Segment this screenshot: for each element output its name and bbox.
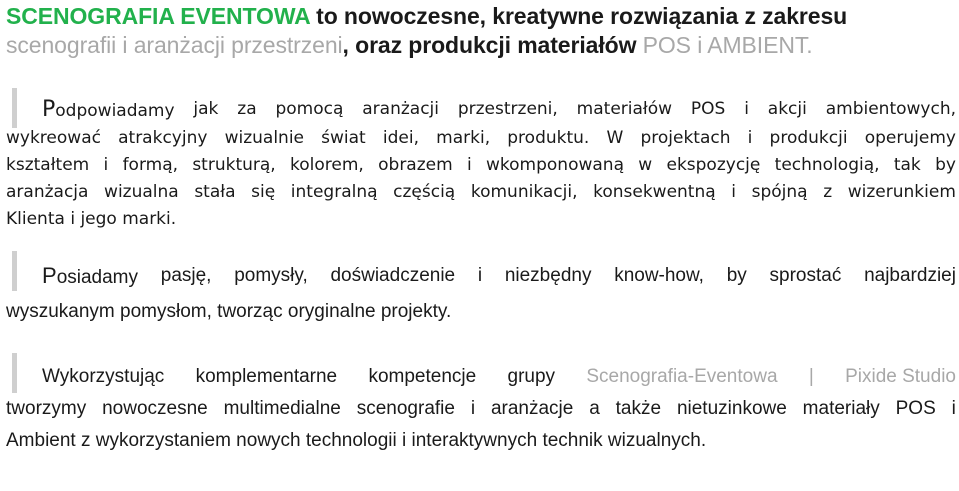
headline-line-1 xyxy=(6,2,956,31)
paragraph-3-line-2-word: i xyxy=(470,398,476,419)
paragraph-1-word: materiałów xyxy=(576,99,673,119)
paragraph-1-bar xyxy=(12,88,17,128)
headline-grey-2: POS i AMBIENT. xyxy=(642,32,813,58)
paragraph-1-word: i xyxy=(744,99,749,119)
paragraph-3-line-2-word: aranżacje xyxy=(490,398,574,419)
paragraph-3-word: Wykorzystując xyxy=(42,366,165,387)
paragraph-2-word: pasję, xyxy=(160,265,212,286)
paragraph-1-line-3-word: ekspozycję xyxy=(666,155,761,175)
paragraph-2-line-2: wyszukanym pomysłom, tworząc oryginalne projekty. xyxy=(6,301,452,322)
paragraph-1-word: odpowiadamy xyxy=(55,101,175,121)
paragraph-1-line-2-word: atrakcyjny xyxy=(118,128,208,148)
headline-brand: SCENOGRAFIA EVENTOWA xyxy=(6,3,310,29)
paragraph-3 xyxy=(6,361,956,457)
paragraph-2-word: i xyxy=(477,265,483,286)
paragraph-1-line-2-word: marki, xyxy=(436,128,491,148)
paragraph-1-line-3-word: technologią, xyxy=(774,155,880,175)
paragraph-1-word: aranżacji xyxy=(362,99,439,119)
paragraph-1-line-3-word: formą, xyxy=(122,155,179,175)
paragraph-1-line-5: Klienta i jego marki. xyxy=(6,209,177,229)
brand-scenografia-eventowa: Scenografia-Eventowa xyxy=(586,366,778,387)
paragraph-1 xyxy=(6,96,956,233)
paragraph-1-line-4 xyxy=(6,179,956,206)
headline-grey-1: scenografii i aranżacji przestrzeni xyxy=(6,32,343,58)
paragraph-1-line-4-word: i xyxy=(731,182,737,202)
paragraph-2-word: know-how, xyxy=(614,265,704,286)
paragraph-1-line-3-word: by xyxy=(935,155,956,175)
paragraph-1-initial: P xyxy=(42,97,56,122)
paragraph-3-line-2-word: POS xyxy=(895,398,936,419)
paragraph-1-line-2 xyxy=(6,125,956,152)
paragraph-2-word: by xyxy=(726,265,747,286)
paragraph-3-line-2-word: także xyxy=(615,398,662,419)
paragraph-2-word: niezbędny xyxy=(504,265,592,286)
paragraph-1-word: akcji xyxy=(767,99,807,119)
paragraph-1-word: pomocą xyxy=(275,99,344,119)
paragraph-2-first-word xyxy=(42,259,138,295)
paragraph-1-line-2-word: produkcji xyxy=(769,128,848,148)
paragraph-3-line-1 xyxy=(6,361,956,393)
paragraph-3-line-2-word: multimedialne xyxy=(223,398,341,419)
paragraph-1-line-3-word: strukturą, xyxy=(192,155,276,175)
paragraph-1-line-4-word: z xyxy=(823,182,833,202)
brand-pixide-studio: Pixide Studio xyxy=(845,366,956,387)
paragraph-1-line-3-word: kolorem, xyxy=(290,155,364,175)
paragraph-3-line-2-word: nowoczesne xyxy=(102,398,208,419)
headline-text-1: to nowoczesne, kreatywne rozwiązania z zakresu xyxy=(309,3,848,29)
paragraph-3-line-2 xyxy=(6,393,956,425)
paragraph-1-line-3-word: tak xyxy=(893,155,921,175)
paragraph-1-line-4-word: częścią xyxy=(393,182,456,202)
paragraph-1-word: przestrzeni, xyxy=(457,99,558,119)
paragraph-1-line-4-word: komunikacji, xyxy=(470,182,578,202)
paragraph-1-line-4-word: wizualna xyxy=(104,182,179,202)
paragraph-1-line-3-word: w xyxy=(638,155,653,175)
paragraph-1-line-2-word: idei, xyxy=(382,128,419,148)
paragraph-3-line-2-word: materiały xyxy=(802,398,880,419)
headline-line-2 xyxy=(6,31,956,60)
paragraph-1-line-1 xyxy=(6,96,956,125)
paragraph-3-bar xyxy=(12,353,17,393)
paragraph-2 xyxy=(6,259,956,329)
paragraph-2-initial: P xyxy=(42,263,57,288)
paragraph-2-line-1 xyxy=(6,259,956,295)
paragraph-1-line-4-word: konsekwentną xyxy=(593,182,716,202)
paragraph-2-word: osiadamy xyxy=(56,267,139,288)
paragraph-1-line-3-word: obrazem xyxy=(378,155,453,175)
paragraph-1-line-2-word: produktu. xyxy=(507,128,590,148)
paragraph-2-word: pomysły, xyxy=(234,265,308,286)
paragraph-1-line-3-word: kształtem xyxy=(6,155,90,175)
paragraph-3-line-2-word: scenografie xyxy=(356,398,455,419)
paragraph-1-line-3-word: wkomponowaną xyxy=(486,155,624,175)
paragraph-1-line-2-word: świat xyxy=(321,128,366,148)
paragraph-2-bar xyxy=(12,251,17,291)
page xyxy=(6,0,956,457)
paragraph-3-line-3: Ambient z wykorzystaniem nowych technologii i interaktywnych technik wizualnych. xyxy=(6,430,707,451)
paragraph-1-word: ambientowych, xyxy=(825,99,956,119)
paragraph-1-word: za xyxy=(237,99,257,119)
paragraph-1-line-3-word: i xyxy=(466,155,472,175)
paragraph-3-line-2-word: a xyxy=(589,398,600,419)
paragraph-3-line-2-word: nietuzinkowe xyxy=(676,398,787,419)
paragraph-3-word: komplementarne xyxy=(195,366,338,387)
paragraph-1-line-4-word: integralną xyxy=(290,182,378,202)
paragraph-1-line-3 xyxy=(6,152,956,179)
paragraph-3-line-2-word: tworzymy xyxy=(6,398,87,419)
paragraph-1-line-2-word: W xyxy=(606,128,624,148)
brand-separator: | xyxy=(808,366,814,387)
paragraph-3-line-2-word: i xyxy=(951,398,956,419)
paragraph-1-line-4-word: aranżacja xyxy=(6,182,89,202)
headline-text-2: , oraz produkcji materiałów xyxy=(342,32,643,58)
paragraph-2-word: najbardziej xyxy=(864,265,956,286)
headline xyxy=(6,2,956,60)
paragraph-1-line-2-word: operujemy xyxy=(864,128,956,148)
paragraph-1-line-4-word: wizerunkiem xyxy=(847,182,956,202)
paragraph-1-word: jak xyxy=(193,99,219,119)
paragraph-3-word: grupy xyxy=(507,366,556,387)
paragraph-2-word: doświadczenie xyxy=(330,265,456,286)
paragraph-1-line-2-word: projektach xyxy=(640,128,731,148)
paragraph-1-first-word xyxy=(42,96,175,125)
paragraph-1-line-2-word: i xyxy=(747,128,753,148)
paragraph-2-word: sprostać xyxy=(769,265,842,286)
paragraph-1-line-4-word: spójną xyxy=(751,182,808,202)
paragraph-1-line-2-word: wizualnie xyxy=(224,128,304,148)
paragraph-1-line-4-word: się xyxy=(251,182,276,202)
paragraph-1-word: POS xyxy=(690,99,726,119)
paragraph-1-line-3-word: i xyxy=(103,155,109,175)
paragraph-1-line-4-word: stała xyxy=(194,182,236,202)
paragraph-3-word: kompetencje xyxy=(368,366,477,387)
paragraph-1-line-2-word: wykreować xyxy=(6,128,101,148)
